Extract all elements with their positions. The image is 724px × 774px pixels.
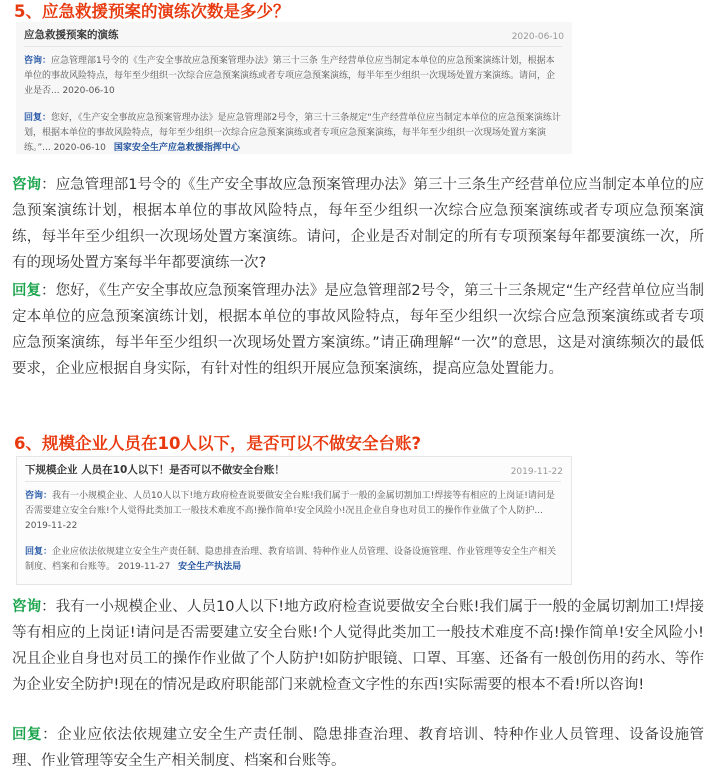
question-text: ：我有一小规模企业、人员10人以下!地方政府检查说要做安全台账!我们属于一般的金属切割加工!焊接等有相应的上岗证!请问是否需要建立安全台账!个人觉得此类加工一般技术难度不高!操作简单!安全风险小!况且企业自身也对员工的操作作业做了个人防护!如防护眼镜、口罩、耳塞、还备有一般创伤用的药水、等作为企业安全防护!现在的情况是政府职能部门来就检查文字性的东西!实际需要的根本不看!所以咨询! (12, 599, 705, 693)
screenshot-question-text: 我有一小规模企业、人员10人以下!地方政府检查说要做安全台账!我们属于一般的金属切割加工!焊接等有相应的上岗证!请问是否需要建立安全台账!个人觉得此类加工一般技术难度不高!操作简单!安全风险小!况且企业自身也对员工的操作作业做了个人防护... 2019-11-22 (25, 491, 555, 531)
qa-answer-6 (12, 722, 704, 774)
answer-text: ：您好，《生产安全事故应急预案管理办法》是应急管理部2号令，第三十三条规定“生产经营单位应当制定本单位的应急预案演练计划，根据本单位的事故风险特点，每年至少组织一次综合应急预案演练或者专项应急预案演练，每半年至少组织一次现场处置方案演练。”请正确理解“一次”的意思，这是对演练频次的最低要求，企业应根据自身实际，有针对性的组织开展应急预案演练，提高应急处置能力。 (12, 283, 705, 377)
screenshot-answer-label: 回复： (24, 113, 52, 123)
screenshot-answer-org: 国家安全生产应急救援指挥中心 (113, 143, 240, 153)
question-label: 咨询 (12, 599, 42, 615)
screenshot-question (24, 54, 562, 99)
screenshot-date: 2020-06-10 (511, 32, 564, 42)
answer-label: 回复 (12, 283, 42, 299)
answer-text: ：企业应依法依规建立安全生产责任制、隐患排查治理、教育培训、特种作业人员管理、设备设施管理、作业管理等安全生产相关制度、档案和台账等。 (12, 727, 705, 769)
screenshot-answer-text: 企业应依法依规建立安全生产责任制、隐患排查治理、教育培训、特种作业人员管理、设备设施管理、作业管理等安全生产相关制度、档案和台账等。 2019-11-27 (25, 547, 557, 572)
screenshot-question-text: 应急管理部1号令的《生产安全事故应急预案管理办法》第三十三条 生产经营单位应当制定本单位的应急预案演练计划，根据本单位的事故风险特点，每年至少组织一次综合应急预案演练或者专项应急预案演练，每半年至少组织一次现场处置方案演练。请问，企业是否... 2020-06-10 (24, 56, 556, 96)
screenshot-question (25, 489, 561, 534)
screenshot-answer (24, 111, 562, 156)
embedded-screenshot-1 (16, 22, 572, 154)
screenshot-answer-org: 安全生产执法局 (178, 562, 242, 572)
screenshot-answer-text: 您好，《生产安全事故应急预案管理办法》是应急管理部2号令，第三十三条规定“生产经营单位应当制定本单位的应急预案演练计划，根据本单位的事故风险特点，每年至少组织一次综合应急预案演练或者专项应急预案演练，每半年至少组织一次现场处置方案演练。”... 2020-06-10 (24, 113, 561, 153)
question-heading-6: 6、规模企业人员在10人以下，是否可以不做安全台账? (14, 434, 422, 453)
screenshot-divider (25, 481, 561, 482)
screenshot-answer (25, 545, 561, 575)
qa-question-6 (12, 594, 704, 698)
screenshot-answer-label: 回复： (25, 547, 53, 557)
question-label: 咨询 (12, 177, 42, 193)
embedded-screenshot-2 (16, 456, 572, 585)
question-heading-5: 5、应急救援预案的演练次数是多少？ (14, 2, 290, 21)
screenshot-date: 2019-11-22 (510, 467, 563, 477)
screenshot-question-label: 咨询： (24, 56, 52, 66)
screenshot-title: 下规模企业 人员在10人以下！是否可以不做安全台账！ (25, 464, 285, 476)
answer-label: 回复 (12, 727, 43, 743)
qa-question-5 (12, 172, 704, 276)
screenshot-divider (24, 46, 562, 47)
qa-answer-5 (12, 278, 704, 382)
question-text: ：应急管理部1号令的《生产安全事故应急预案管理办法》第三十三条生产经营单位应当制定本单位的应急预案演练计划，根据本单位的事故风险特点，每年至少组织一次综合应急预案演练或者专项应急预案演练，每半年至少组织一次现场处置方案演练。请问，企业是否对制定的所有专项预案每年都要演练一次，所有的现场处置方案每半年都要演练一次? (12, 177, 704, 271)
screenshot-question-label: 咨询： (25, 491, 53, 501)
screenshot-title: 应急救援预案的演练 (24, 29, 119, 41)
